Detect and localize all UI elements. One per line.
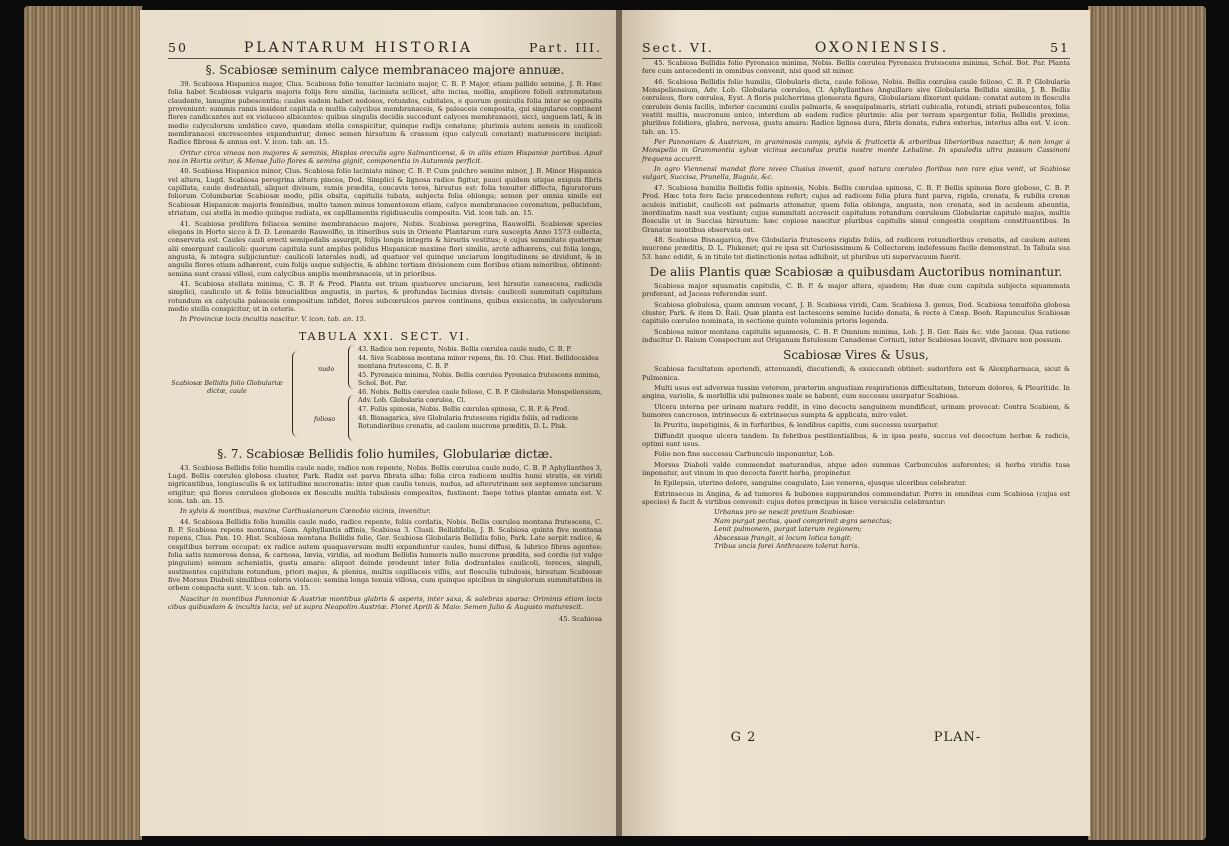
right-page-number: 51	[1050, 40, 1070, 55]
verse-line: Nam purgat pectus, quod comprimit ægra senectus;	[714, 516, 892, 525]
paragraph-multi-usus: Multi usus est adversus tussim veterem, præterim angustiam respirationis difficultatem, Interum dolores, & Pleuritide. In angina, variolis, & morbillis ubi pulmones male se habent, cum successu usurpatur Scabiosa.	[642, 384, 1070, 401]
paragraph-48: 48. Scabiosa Bisnagarica, five Globularia frutescens rigidis foliis, ad radicem rotundioribus crenatis, ad caulem autem mucrone præditis, D. L. Plukenet; qui re ipsa sit Curiosissimum & Collectorem indefessum facile demonstrat. In Tabula sua 53. hanc edidit, & in titulo tot distinctionis notas adhibuit, ut pluribus uti supervacuum fuerit.	[642, 235, 1070, 261]
left-page	[140, 10, 618, 836]
paragraph-facultatem: Scabiosa facultatem aperiendi, attenuandi, discutiendi, & exsiccandi obtinet: sudorifera est & Alexipharmaca, sicut & Pulmonica.	[642, 365, 1070, 382]
table-item: 43. Radice non repente, Nobis. Bellis cœrulea caule nudo, C. B. P.	[358, 344, 572, 353]
paragraph-43-habitat: In sylvis & montibus, maxime Carthusianorum Cœnobio vicinis, invenitur.	[180, 507, 431, 516]
paragraph-42-habitat: In Provinciæ locis incultis nascitur. V. icon. tab. an. 15.	[180, 315, 367, 324]
table-label-nudo: nudo	[318, 364, 335, 373]
table-brace-outer	[292, 351, 299, 437]
paragraph-43: 43. Scabiosa Bellidis folio humilis caule nudo, radice non repente, Nobis. Bellis cœrulea caule nudo, C. B. P. Aphyllanthes 3, Lugd. Bellis cœrulea globosa cluster, Park. Radix est parva fibrata alba: folia circa radicem multis humi stratis, ex viridi nigricantibus, longiusculis & ex latitudine mucronatis: inter quæ caulis tenuis, nudus, ad alterutrinam sex septemve unciarum erigitur; qui flores cœruleos globosos ex flosculis multis tubulosis compositos, fustinent: faepe totius plantæ annata est. V. icon. tab. an. 15.	[168, 463, 602, 505]
paragraph-44-habitat: Nascitur in montibus Pannoniæ & Austriæ montibus glabris & asperis, inter saxa, & salebras sparsa: Oriminis etiam locis cibus quibusdam & incultis lacis, vel ut supra Neapolim Austriæ. Floret Aprili & Maio: Semen Julio & Augusto maturescit.	[168, 594, 602, 612]
left-part-label: Part. III.	[528, 40, 602, 55]
verse-line: Urbanus pro se nescit pretium Scabiosæ:	[714, 508, 855, 517]
right-page	[622, 10, 1090, 836]
section-heading-annuae: §. Scabiosæ seminum calyce membranaceo majore annuæ.	[205, 63, 565, 77]
paragraph-squamatis: Scabiosa major squamatis capitulis, C. B. P. & major altera, ejusdem; Hæ duæ cum capitula subjecta squammata proferant, ad Jaceas referendæ sunt.	[642, 281, 1070, 299]
paragraph-morsus-diaboli: Morsus Diaboli valde commendat maturandus, atque adeo summas Carbunculos auferentes; si herba viridis tusa imponatur, aut vinum in quo decocta fuerit herba, propinetur.	[642, 460, 1070, 478]
paragraph-47: 47. Scabiosa humilis Bellidis foliis spinosis, Nobis. Bellis cœrulea spinosa, C. B. P. Bellis spinosa flore globoso, C. B. P. Prod. Hæc tota fere facie præcedentem refert; cujus ad radicem folia plura funt parva, rigida, crenata, & rubilis crenæ aculeis initiabit, caulicoli est palmaris attonatur, quem folia oblonga, angusta, non crenata, sed in aculeum abeuntia, inordinatim nasit sua vestiunt; cujus summitati accrescit capitulum rotundum cœruleum Globulariæ capitulo majus, multis flosculis ut in Succisa hirsutum: hæc copiose nascitur pluribus capitulis simul congestis cespitem constituentibus. In Granatæ montibus observata est.	[642, 183, 1070, 234]
right-page-content	[642, 40, 1070, 745]
paragraph-globulosa: Scabiosa globulosa, quam amnum vocant, J. B. Scabiosa viridi, Cam. Scabiosa 3. genus, Dod. Scabiosa tenuifolia globosa cluster, Park. & item D. Raii. Quæ planta est lactescens semine lucido donata, & recte à Cæsp. Boeh. Rapunculus Scabiosæ capitulo cœruleo nominata, in sectione quinto voluminis prioris legenda.	[642, 300, 1070, 326]
paragraph-diffundit: Diffundit quoque ulcera tandem. In febribus pestilentialibus, & in ipsa peste, succus vel decoctum herbæ & radicis, optimi sunt usus.	[642, 431, 1070, 449]
table-item: 44. Sive Scabiosa montana minor repens, fin. 10. Clus. Hist. Bellidocaidea montana frutescens, C. B. P.	[358, 353, 599, 370]
paragraph-46-note: In agro Viennensi mandat flore niveo Clusius invenit, quod natura cœrulea floribus non rare ejus venit, ut Scabiosa vulgari, Succisa, Prunella, Bugula, &c.	[642, 165, 1070, 182]
left-page-number: 50	[168, 40, 188, 55]
verse-line: Tribus uncis forei Anthracem tolerat horis.	[714, 542, 860, 551]
right-page-footer	[642, 730, 1070, 745]
paragraph-46: 46. Scabiosa Bellidis folio humilis, Globularis dicta, caule folioso, Nobis. Bellis cœrulea caule folioso, C. B. P. Globularia Monspeliensium, Adv. Lob. Globularia cœrulea, Cl. Aphyllanthes Anguillare sive Globularia Bellidis similis, J. B. Bellis cœruleus, flore cœrulea, Eyst. A floris pulcherrima glomerata figura, Globulariam dixerunt quidam: constat autem in flosculis cœruleis denis facilis, inferior cacumini caulis palmaris, & sesquipalmaris, striati cubicalis, rotundi, striati pubescentes, folia vestiti multis, mucronum unico, interdum ab eadem radice plurimis: alia per terram spargentur folia, Bellidis proxime, pluribus folidiora, glabra, nervosa, gustu amara: Radice lignosa dura, fibris donata, rubra exterius, interius alba est. V. icon. tab. an. 15.	[642, 77, 1070, 136]
right-running-title: OXONIENSIS.	[814, 40, 950, 56]
table-item: 45. Pyrenaica minima, Nobis. Bellis cœrulea Pyrenaica frutescens minima, Schol. Bot. Par.	[358, 370, 601, 387]
table-title: TABULA XXI. SECT. VI.	[298, 329, 472, 343]
verse-block	[714, 508, 1070, 551]
table-label-folioso: folioso	[314, 414, 336, 423]
paragraph-folio: Folio non fine successu Carbunculo imponuntur, Lob.	[654, 450, 835, 459]
paragraph-44: 44. Scabiosa Bellidis folio humilis caule nudo, radice repente, foliis cordatis, Nobis. Bellis cœrulea montana frutescens, C. B. P. Scabiosa repens montana, Gam. Aphyllantis affinis, Scabiosa 3. Clusii. Bellidifolia, J. B. Scabiosa quinta five montana repens, Clus. Pan. 10. Hist. Scabiosa montana Bellidis folio, Ger. Scabiosa Globularis Bellidis folio, Park. Late serpit radice, & cespitibus terram occupat: ex radice autem quaquaversum multi expanduntur caules, humi diffusi, & lubrico fibras agentes: folia satis numerosa densa, & carnosa, lævia, viridia, ad modum Bellidis humeris nullo mucrone prædita, sed cordis (ut vulgo pinguium) semum acheniatis, gustu amara: aliquot deinde prodeunt inter folia dodrantales caulicoli, tereces, singuli, sustinentes capitulum rotundum, priori majus, & plenius, multis capillaceis villis, aut flosculis tubulosis, hirsutum Scabiosæ five Morsus Diaboli similibus coloris violacei: semina longa tenuia villosa, cum quinque apicibus in singulorum summitatibus in orbem compacta sunt. V. icon. tab. an. 15.	[168, 517, 602, 593]
table-items	[358, 345, 613, 431]
signature-mark: G 2	[730, 730, 757, 745]
section-heading-aliis-plantis: De aliis Plantis quæ Scabiosæ a quibusdam Auctoribus nominantur.	[649, 264, 1063, 279]
left-running-title: PLANTARUM HISTORIA	[243, 40, 474, 56]
table-item: 47. Foliis spinosis, Nobis. Bellis cœrulea spinosa, C. B. P. & Prod.	[358, 404, 570, 413]
paragraph-minor-montana: Scabiosa minor montana capitulis squamosis, C. B. P. Omnium minima, Lob. J. B. Ger. Rais &c. vide Jaceas. Qua ratione inducitur D. Raium Conspectum aut Origanum fistulosum Canadense Cornuti, inter Scabiosas locavit, divinare non possum.	[642, 327, 1070, 344]
paragraph-42: 41. Scabiosa stellata minima, C. B. P. & Prod. Planta est trium quatuorve unciarum, levi hirsutie canescens, radicula simplici, cauliculo ut & foliis binucialibus angustis, in partes, & profundas lacinias divisis: caulicoli summitati capitulum rotundum ex calyculis paleaceis compositum infidet, flores subcœrulcos parvos continens, quibus exsiccatis, in calyculorum medio stella conspicitur, ut in ceteris.	[168, 279, 602, 313]
table-brace-nudo	[348, 345, 355, 389]
verse-line: Abscessus frangit, si locum lotica tangit:	[714, 533, 852, 542]
right-running-head	[642, 40, 1070, 59]
left-catchword: 45. Scabiosa	[559, 615, 602, 624]
paragraph-pruritu: In Pruritu, impetiginis, & in furfuribus, & lendibus capitis, cum successu usurpatur.	[654, 421, 939, 430]
right-catchword: PLAN-	[933, 730, 982, 745]
classification-table	[168, 345, 602, 443]
paragraph-40: 40. Scabiosa Hispanica minor, Clus. Scabiosa folio laciniato minor, C. B. P. Cum pulchro semine minor, J. B. Minor Hispanica vel altera, Lugd. Scabiosa peregrina altera pincea, Dod. Simplici & lignosa radice figitur, pauci quidem utique exiguis fibris capillata, caule dodrantali, aliquot divisum, ramis prædita, concavis teres, hirsutus est: folia tenuiter diffecta, figuratorum foliorum Columbariæ Scabiosæ modo, pilis obsita, capitulis tubata, subjecta folia oblonga; semen per omnia simile est Scabiosæ Hispanicæ majoris feminibus, multo tamen minus tomentosum etiam, calyce membranaceo coronatum, pellucidum, striatum, cui stella in medio quinque radiata, ex capillamentis rigidiusculis composita. Vid. icon tab. an. 15.	[168, 167, 602, 218]
paragraph-39: 39. Scabiosa Hispanica major, Clus. Scabiosa folio tenuiter laciniato major, C. B. P. Major, etiam pallido semine, J. B. Hæc folia habet Scabiosæ vulgaris majoris folijs fere similia, laciniata scilicet, alte incisa, mollia, ampliore folioli extremitatem claudente, lanugine pubescentia; caules eadem habet nodosos, rotundos, cubitales, e quorum geniculis folia inter se opposita proveniunt: summis ramis insident capitula e multis calycibus membranaceis, & paleaceis composita, qui singulares continent flores candicantes aut ex violaceo albicantes: quibus singulis decidis succedunt calyces membranacei, sicci, unguem lati, & in medio calyculorum umbilico cavo, quædam stella conspicitur, quinque radijs constans; plurimis autem aeneis in caulicoli membranacei excrescentes expanduntur, donec semen hirsutum & crassum (quo calyculi constant) maturescere incipiat: Radice fibrosa & annua est. V. icon. tab. an. 15.	[168, 80, 602, 147]
paragraph-39-habitat: Oritur circa vineas non majores & seminis, Hisplas oreculis agro Salmanticensi, & in aliis etiam Hispaniæ partibus. Apud nos in Hortis oritur, & Mense Julio flores & semina gignit, componentia in Autumnis perficit.	[168, 148, 602, 166]
right-section-label: Sect. VI.	[642, 40, 714, 55]
table-item: 46. Nobis. Bellis cœrulea caule folioso, C. B. P. Globularia Monspeliensium, Adv. Lob. Globularia cœrulea, Cl.	[358, 387, 603, 404]
left-running-head	[168, 40, 602, 59]
paragraph-extrinsecus: Extrinsecus in Angina, & ad tumores & bubones suppurandos commendatur. Porro in omnibus cum Scabiosa (cujus est species) & facit & virtibus convenit: cujus dotes præcipue in hisce versiculis celebrantur:	[642, 489, 1070, 507]
book-edge-left	[24, 6, 142, 840]
paragraph-ulcera: Ulcera interna per urinam matura reddit, in vino decocta sanguinem mundificat, urinam provocat: Contra Scabiem, & humores cancrosos, intrinsecus & extrinsecus sumpta & applicata, miro valet.	[642, 402, 1070, 420]
section-heading-vires-usus: Scabiosæ Vires & Usus,	[783, 348, 929, 363]
paragraph-46-habitat: Per Pannoniam & Austriam, in graminosis campis, sylvis & fruticetis & arboribus liberioribus nascitur, & non longe à Monspelio in Grammontia sylvæ vicinus secundus pratis nostre monte Lebaline. In spauledis ultra passum Cassinoni frequens accurrit.	[642, 138, 1070, 163]
table-item: 48. Bisnagarica, sive Globularia frutescens rigidis foliis, ad radicem Rotundioribus crenatis, ad caulem mucrone præditis, D. L. Pluk.	[358, 413, 579, 430]
paragraph-45: 45. Scabiosa Bellidis folio Pyrenaica minima, Nobis. Bellis cœrulea Pyrenaica frutescens minima, Schol. Bot. Par. Planta fere cum antecedenti in omnibus convenit, nisi quod sit minor.	[642, 59, 1070, 76]
book-edge-right	[1088, 6, 1206, 840]
left-page-content	[168, 40, 602, 623]
section-heading-globulariae: §. 7. Scabiosæ Bellidis folio humiles, Globulariæ dictæ.	[217, 446, 553, 461]
table-brace-folioso	[348, 395, 355, 441]
paragraph-epilepsia: In Epilepsia, uterino dolore, sanguine coagulato, Lue venerea, ejusque ulceribus celebratur.	[654, 479, 967, 488]
paragraph-41: 41. Scabiosa prolifera foliacea semine membranaceo majore, Nobis. Scabiosa peregrina, Rauwolfii. Scabiosæ species elegans in Horto sicco à D. D. Leonardo Rauwolfio, in itineribus suis in Oriente Plantarum cura suscepta Anno 1573 collecta, conservata est. Caules cauli erecti semipedalis assurgit, folijs longis integris & hirsutis vestitus; è cujus summitate quaternæ alii emergunt caulicoli: quorum capitula sunt amplus polidus Hispanicæ maxime flori similis, arctè adhærens, cui folia longa, angusta, & integra subjiciuntur: caulicoli laterales nudi, ad quatuor vel quinque unciarum longitudinem se dividunt, & in angulis flores etiam adhærent, cum folijs usque subjectis, & abhinc tertiam divisionem cum floribus etiam minoribus, obtinent: semina sunt crassi villosi, cum calycibus amplis membranaceis, ut in prioribus.	[168, 219, 602, 278]
table-left-label: Scabiosæ Bellidis folio Globulariæ dictæ, caule	[171, 378, 283, 395]
verse-line: Lenit pulmonem, purgat laterum regionem;	[714, 525, 862, 534]
